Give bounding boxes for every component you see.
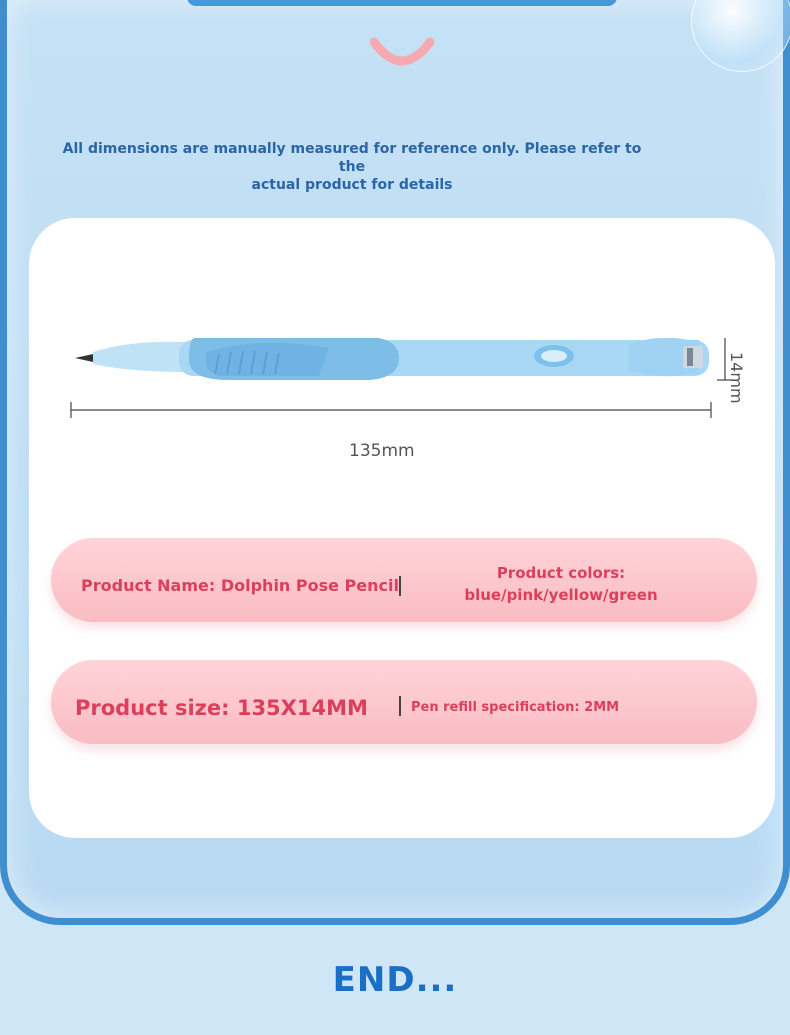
title-decoration xyxy=(187,0,617,6)
pencil-cone xyxy=(93,342,189,372)
product-info-row-1 xyxy=(51,538,757,622)
bubble-decoration xyxy=(691,0,790,72)
disclaimer-note xyxy=(57,140,647,194)
product-colors-value: blue/pink/yellow/green xyxy=(464,586,658,604)
diameter-label: 14mm xyxy=(727,352,746,404)
pencil-illustration xyxy=(69,338,759,438)
pencil-lead xyxy=(75,354,93,362)
product-info-row-2 xyxy=(51,660,757,744)
product-name: Product Name: Dolphin Pose Pencil xyxy=(81,576,399,595)
product-card xyxy=(29,218,775,838)
disclaimer-line-1: All dimensions are manually measured for reference only. Please refer to the xyxy=(62,141,642,175)
smile-icon xyxy=(370,36,434,70)
refill-spec: Pen refill specification: 2MM xyxy=(411,700,620,715)
row-separator xyxy=(399,696,401,716)
disclaimer-line-2: actual product for details xyxy=(251,177,453,193)
product-size: Product size: 135X14MM xyxy=(75,696,368,720)
grip-texture xyxy=(206,343,330,376)
end-label: END... xyxy=(332,960,458,1000)
product-colors-label: Product colors: xyxy=(496,564,626,582)
length-label: 135mm xyxy=(349,441,415,461)
row-separator xyxy=(399,576,401,596)
